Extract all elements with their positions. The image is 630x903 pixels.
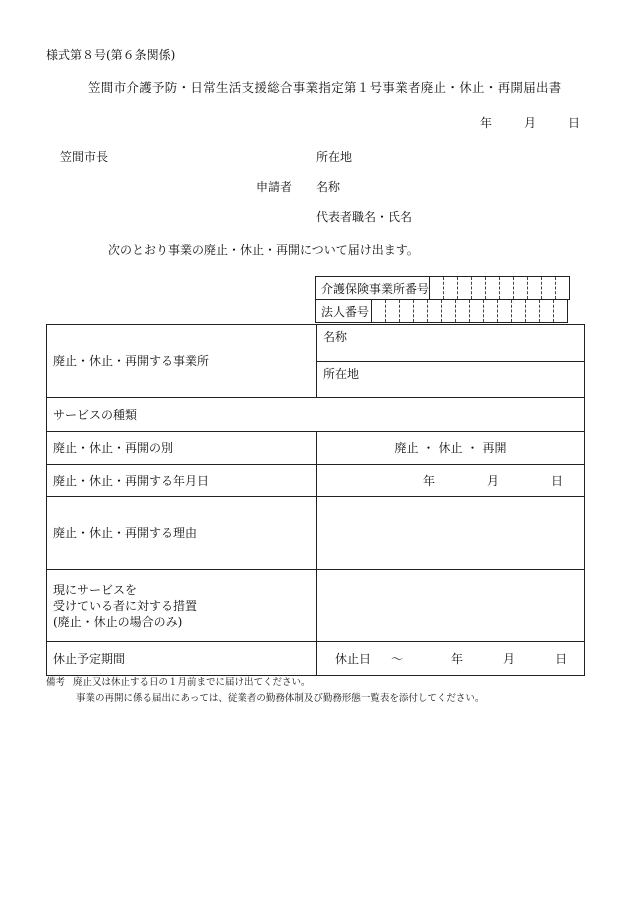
submission-date xyxy=(480,116,580,130)
corporate-number-cell[interactable] xyxy=(428,300,442,323)
addressee: 笠間市長 xyxy=(60,150,109,164)
measures-label xyxy=(47,570,317,642)
kind-options xyxy=(317,432,585,465)
facility-label: 廃止・休止・再開する事業所 xyxy=(47,325,317,398)
notes-text1: 廃止又は休止する日の１月前までに届け出てください。 xyxy=(73,677,311,688)
corporate-number-cell[interactable] xyxy=(526,300,540,323)
date-row xyxy=(47,465,585,497)
applicant-label: 申請者 xyxy=(256,180,293,194)
measures-field[interactable] xyxy=(317,570,585,642)
reason-field[interactable] xyxy=(317,497,585,570)
insurance-number-cell[interactable] xyxy=(514,277,528,300)
applicant-rep-label: 代表者職名・氏名 xyxy=(316,210,413,224)
form-number: 様式第８号(第６条関係) xyxy=(46,48,176,62)
date-year: 年 xyxy=(480,116,493,130)
insurance-number-cell[interactable] xyxy=(472,277,486,300)
period-month: 月 xyxy=(503,651,516,666)
facility-name-field[interactable] xyxy=(317,325,584,362)
insurance-number-cell[interactable] xyxy=(458,277,472,300)
insurance-number-cell[interactable] xyxy=(528,277,542,300)
date-day: 日 xyxy=(568,116,581,130)
corporate-number-cell[interactable] xyxy=(540,300,554,323)
kind-separator: ・ xyxy=(466,441,479,455)
facility-row xyxy=(47,325,585,398)
notes-line1 xyxy=(46,676,311,690)
applicant-name-label: 名称 xyxy=(316,180,341,194)
date-field-year: 年 xyxy=(423,473,436,488)
notes-line2: 事業の再開に係る届出にあっては、従業者の勤務体制及び勤務形態一覧表を添付してください。 xyxy=(76,693,485,704)
corporate-number-cell[interactable] xyxy=(414,300,428,323)
insurance-number-cell[interactable] xyxy=(556,277,570,300)
insurance-number-cell[interactable] xyxy=(542,277,556,300)
period-label: 休止予定期間 xyxy=(47,642,317,676)
facility-address-field[interactable] xyxy=(317,362,584,398)
service-type-row xyxy=(47,398,585,432)
date-label: 廃止・休止・再開する年月日 xyxy=(47,465,317,497)
period-tilde: 〜 xyxy=(391,651,404,666)
intro-text: 次のとおり事業の廃止・休止・再開について届け出ます。 xyxy=(108,243,419,257)
measures-row xyxy=(47,570,585,642)
period-start-label: 休止日 xyxy=(335,651,372,666)
insurance-number-label: 介護保険事業所番号 xyxy=(316,277,430,300)
page-title: 笠間市介護予防・日常生活支援総合事業指定第１号事業者廃止・休止・再開届出書 xyxy=(88,80,562,95)
corporate-number-cell[interactable] xyxy=(386,300,400,323)
corporate-number-cell[interactable] xyxy=(470,300,484,323)
corporate-number-cell[interactable] xyxy=(372,300,386,323)
facility-address-label: 所在地 xyxy=(323,366,360,381)
kind-option-abolish[interactable]: 廃止 xyxy=(394,441,419,455)
corporate-number-cell[interactable] xyxy=(554,300,568,323)
main-form-table xyxy=(46,324,585,676)
period-day: 日 xyxy=(555,651,568,666)
corporate-number-grid xyxy=(315,299,568,323)
measures-label-line1: 現にサービスを xyxy=(53,582,138,597)
kind-option-suspend[interactable]: 休止 xyxy=(438,441,463,455)
reason-label: 廃止・休止・再開する理由 xyxy=(47,497,317,570)
insurance-number-grid xyxy=(315,276,570,300)
corporate-number-cell[interactable] xyxy=(456,300,470,323)
insurance-number-cell[interactable] xyxy=(500,277,514,300)
notes-prefix: 備考 xyxy=(46,677,66,688)
period-field[interactable] xyxy=(317,642,585,676)
facility-name-label: 名称 xyxy=(323,330,348,344)
kind-label: 廃止・休止・再開の別 xyxy=(47,432,317,465)
period-row xyxy=(47,642,585,676)
kind-row xyxy=(47,432,585,465)
date-field-day: 日 xyxy=(551,473,564,488)
corporate-number-cell[interactable] xyxy=(400,300,414,323)
corporate-number-cell[interactable] xyxy=(484,300,498,323)
reason-row xyxy=(47,497,585,570)
measures-label-line2: 受けている者に対する措置 xyxy=(53,598,198,613)
corporate-number-cell[interactable] xyxy=(442,300,456,323)
applicant-address-label: 所在地 xyxy=(316,150,353,164)
kind-option-resume[interactable]: 再開 xyxy=(482,441,507,455)
corporate-number-cell[interactable] xyxy=(512,300,526,323)
date-month: 月 xyxy=(524,116,537,130)
service-type-label: サービスの種類 xyxy=(47,398,585,432)
kind-separator: ・ xyxy=(422,441,435,455)
corporate-number-label: 法人番号 xyxy=(316,300,372,323)
insurance-number-cell[interactable] xyxy=(430,277,444,300)
insurance-number-cell[interactable] xyxy=(444,277,458,300)
insurance-number-cell[interactable] xyxy=(486,277,500,300)
facility-fields xyxy=(317,325,585,398)
date-field[interactable] xyxy=(317,465,585,497)
period-year: 年 xyxy=(451,651,464,666)
date-field-month: 月 xyxy=(487,473,500,488)
corporate-number-cell[interactable] xyxy=(498,300,512,323)
measures-label-line3: (廃止・休止の場合のみ) xyxy=(53,614,183,629)
